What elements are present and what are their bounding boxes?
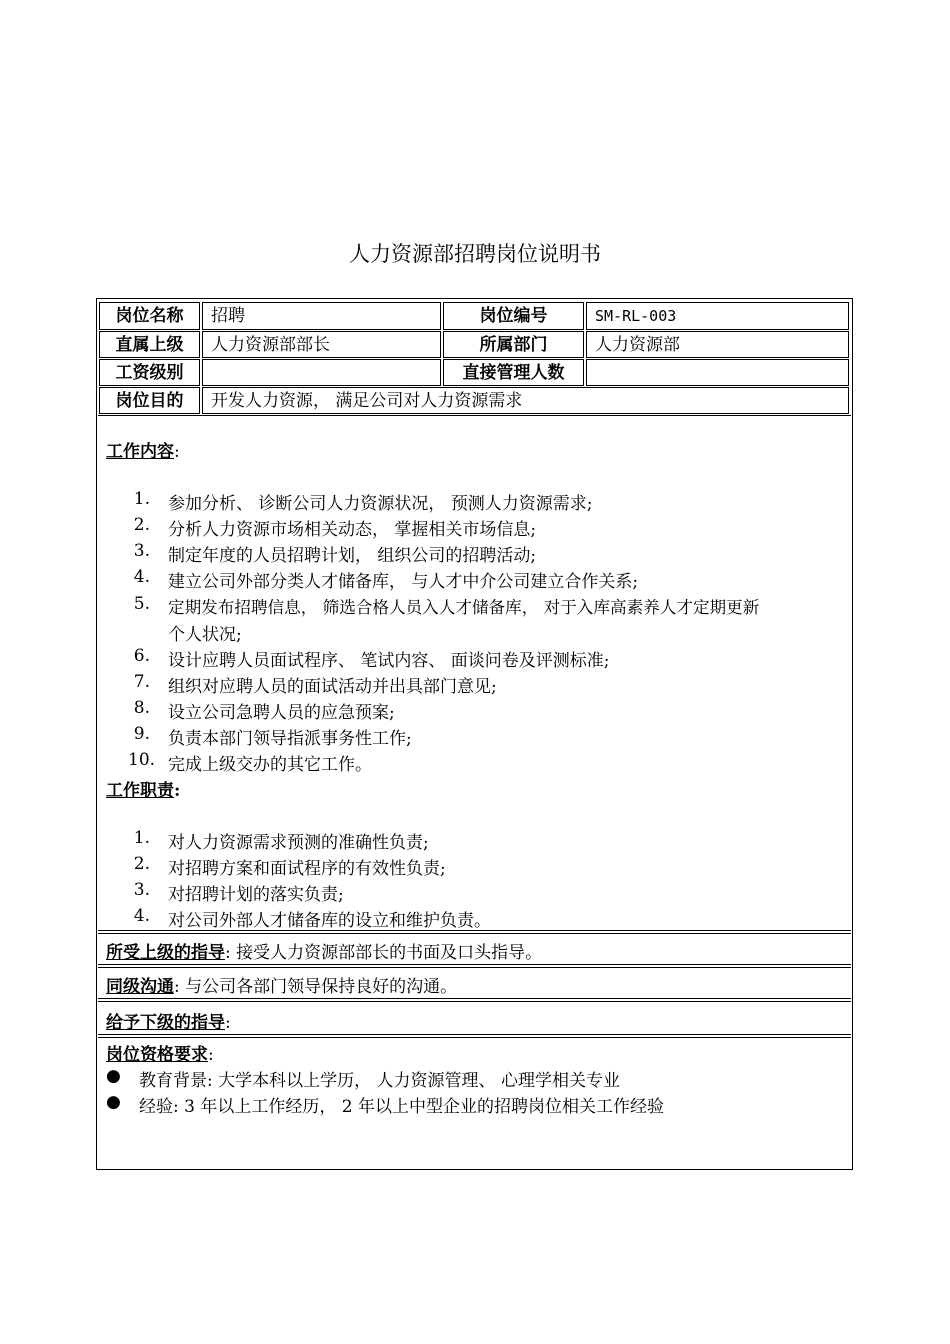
divider [98, 933, 851, 934]
list-item: 建立公司外部分类人才储备库， 与人才中介公司建立合作关系; [168, 572, 639, 592]
list-item: 对公司外部人才储备库的设立和维护负责。 [168, 911, 491, 931]
grade-label: 工资级别 [99, 359, 200, 386]
list-number: 2. [133, 854, 150, 874]
superior-value: 人力资源部部长 [202, 331, 441, 358]
divider [98, 1001, 851, 1002]
list-item: 定期发布招聘信息， 筛选合格人员入人才储备库， 对于入库高素养人才定期更新 [168, 598, 760, 617]
list-number: 2. [133, 515, 150, 535]
list-item: 制定年度的人员招聘计划， 组织公司的招聘活动; [168, 546, 537, 566]
page-title: 人力资源部招聘岗位说明书 [349, 242, 601, 266]
grade-value [202, 359, 441, 386]
pos-code-label: 岗位编号 [443, 302, 584, 330]
divider [98, 415, 851, 416]
purpose-value: 开发人力资源， 满足公司对人力资源需求 [202, 387, 849, 414]
list-item: 组织对应聘人员的面试活动并出具部门意见; [168, 677, 497, 697]
pos-name-label: 岗位名称 [99, 302, 200, 330]
list-item: 设立公司急聘人员的应急预案; [168, 703, 395, 723]
list-item: 教育背景: 大学本科以上学历， 人力资源管理、 心理学相关专业 [139, 1071, 620, 1091]
superior-label: 直属上级 [99, 331, 200, 358]
divider [98, 1037, 851, 1038]
purpose-label: 岗位目的 [99, 387, 200, 414]
list-number: 10. [128, 750, 156, 770]
list-item: 参加分析、 诊断公司人力资源状况， 预测人力资源需求; [168, 494, 593, 514]
list-number: 5. [133, 594, 150, 614]
list-number: 1. [133, 828, 150, 848]
list-item: 对招聘方案和面试程序的有效性负责; [168, 859, 446, 879]
list-item: 完成上级交办的其它工作。 [168, 755, 372, 775]
divider [98, 930, 851, 931]
list-number: 9. [133, 724, 150, 744]
list-number: 6. [133, 646, 150, 666]
guidance-down-row: 给予下级的指导: [106, 1013, 231, 1033]
list-item: 对招聘计划的落实负责; [168, 885, 344, 905]
list-item: 经验: 3 年以上工作经历， 2 年以上中型企业的招聘岗位相关工作经验 [139, 1097, 664, 1117]
list-number: 4. [133, 906, 150, 926]
list-number: 7. [133, 672, 150, 692]
duties-heading: 工作职责: [106, 781, 181, 801]
divider [98, 998, 851, 999]
list-item: 负责本部门领导指派事务性工作; [168, 729, 412, 749]
qualifications-heading: 岗位资格要求: [106, 1045, 214, 1065]
list-item: 设计应聘人员面试程序、 笔试内容、 面谈问卷及评测标准; [168, 651, 610, 671]
divider [98, 1034, 851, 1035]
list-number: 3. [133, 541, 150, 561]
list-number: 8. [133, 698, 150, 718]
dept-label: 所属部门 [443, 331, 584, 358]
peer-communication-row: 同级沟通: 与公司各部门领导保持良好的沟通。 [106, 977, 458, 997]
list-item: 分析人力资源市场相关动态， 掌握相关市场信息; [168, 520, 537, 540]
dept-value: 人力资源部 [586, 331, 849, 358]
divider [98, 967, 851, 968]
list-number: 4. [133, 567, 150, 587]
divider [98, 964, 851, 965]
bullet-icon: ● [106, 1092, 121, 1112]
pos-code-value: SM-RL-003 [586, 302, 849, 330]
reports-value [586, 359, 849, 386]
list-number: 3. [133, 880, 150, 900]
list-number: 1. [133, 489, 150, 509]
work-content-heading: 工作内容: [106, 442, 180, 462]
list-item-continuation: 个人状况; [168, 625, 242, 645]
guidance-up-row: 所受上级的指导: 接受人力资源部部长的书面及口头指导。 [106, 943, 543, 963]
reports-label: 直接管理人数 [443, 359, 584, 386]
pos-name-value: 招聘 [202, 302, 441, 330]
bullet-icon: ● [106, 1066, 121, 1086]
list-item: 对人力资源需求预测的准确性负责; [168, 833, 429, 853]
